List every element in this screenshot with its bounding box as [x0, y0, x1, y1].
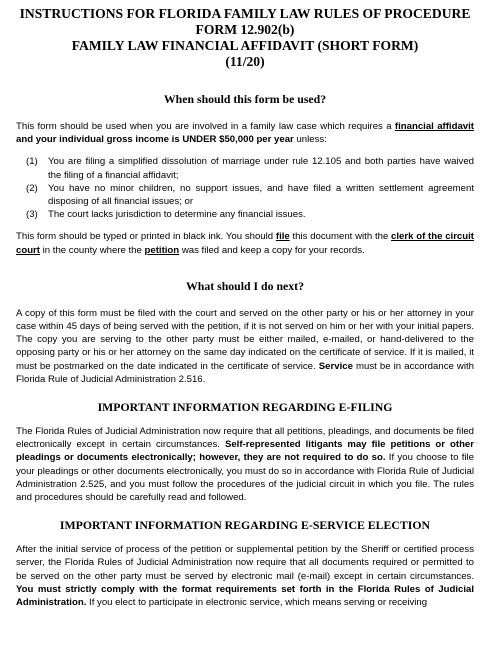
title-line-4: (11/20)	[225, 54, 265, 69]
heading-what-next: What should I do next?	[185, 278, 304, 293]
filing-paragraph: This form should be typed or printed in black ink. You should file this document with the clerk of the circuit court in the county where the petition was filed and keep a copy for your records.	[16, 231, 474, 256]
list-item: (2) You have no minor children, no support issues, and have filed a written settlement agreement disposing of all financial issues; or	[26, 182, 474, 208]
list-item: (1) You are filing a simplified dissolution of marriage under rule 12.105 and both parties have waived the filing of a financial affidavit;	[26, 156, 474, 181]
heading-efiling: IMPORTANT INFORMATION REGARDING E-FILING	[97, 400, 393, 415]
file-link[interactable]: file	[275, 231, 290, 243]
next-paragraph: A copy of this form must be filed with the court and served on the other party or his or her attorney in your case within 45 days of being served with the petition, if it is not served on him or her with your initial papers. The copy you are serving to the other party must be either mailed, e-mailed, or hand-delivered to the opposing party or his or her attorney on the same day indicated on the certificate of service. If it is mailed, it must be postmarked on the date indicated in the certificate of service. Service must be in accordance with Florida Rule of Judicial Administration 2.516.	[16, 307, 474, 385]
title-line-2: FORM 12.902(b)	[195, 22, 295, 37]
title-line-3: FAMILY LAW FINANCIAL AFFIDAVIT (SHORT FORM)	[71, 38, 419, 53]
petition-link[interactable]: petition	[144, 244, 180, 256]
list-item: (3) The court lacks jurisdiction to determine any financial issues.	[26, 209, 306, 221]
conditions-list	[16, 155, 474, 221]
heading-when-used: When should this form be used?	[163, 92, 327, 106]
eservice-paragraph: After the initial service of process of the petition or supplemental petition by the Sheriff or certified process server, the Florida Rules of Judicial Administration now require that all documents required or permitted to be served on the other party must be served by electronic mail (e-mail) except in certain circumstances. You must strictly comply with the format requirements set forth in the Florida Rules of Judicial Administration. If you elect to participate in electronic service, which means serving or receiving	[16, 544, 474, 609]
service-term: Service	[318, 360, 353, 372]
efiling-paragraph: The Florida Rules of Judicial Administration now require that all petitions, pleadings, and documents be filed electronically except in certain circumstances. Self-represented litigants may file petitions or other pleadings or documents electronically; however, they are not required to do so. If you choose to file your pleadings or other documents electronically, you must do so in accordance with Florida Rule of Judicial Administration 2.525, and you must follow the procedures of the judicial circuit in which you file. The rules and procedures should be carefully read and followed.	[16, 426, 475, 504]
financial-affidavit-link[interactable]: financial affidavit	[394, 121, 474, 132]
title-line-1: INSTRUCTIONS FOR FLORIDA FAMILY LAW RULES OF PROCEDURE	[19, 6, 471, 21]
intro-paragraph: This form should be used when you are involved in a family law case which requires a financial affidavit and your individual gross income is UNDER $50,000 per year unless:	[16, 121, 474, 146]
document-title	[16, 6, 474, 70]
clerk-link[interactable]: clerk of the circuit court	[16, 231, 474, 256]
heading-eservice: IMPORTANT INFORMATION REGARDING E-SERVICE ELECTION	[59, 518, 431, 533]
